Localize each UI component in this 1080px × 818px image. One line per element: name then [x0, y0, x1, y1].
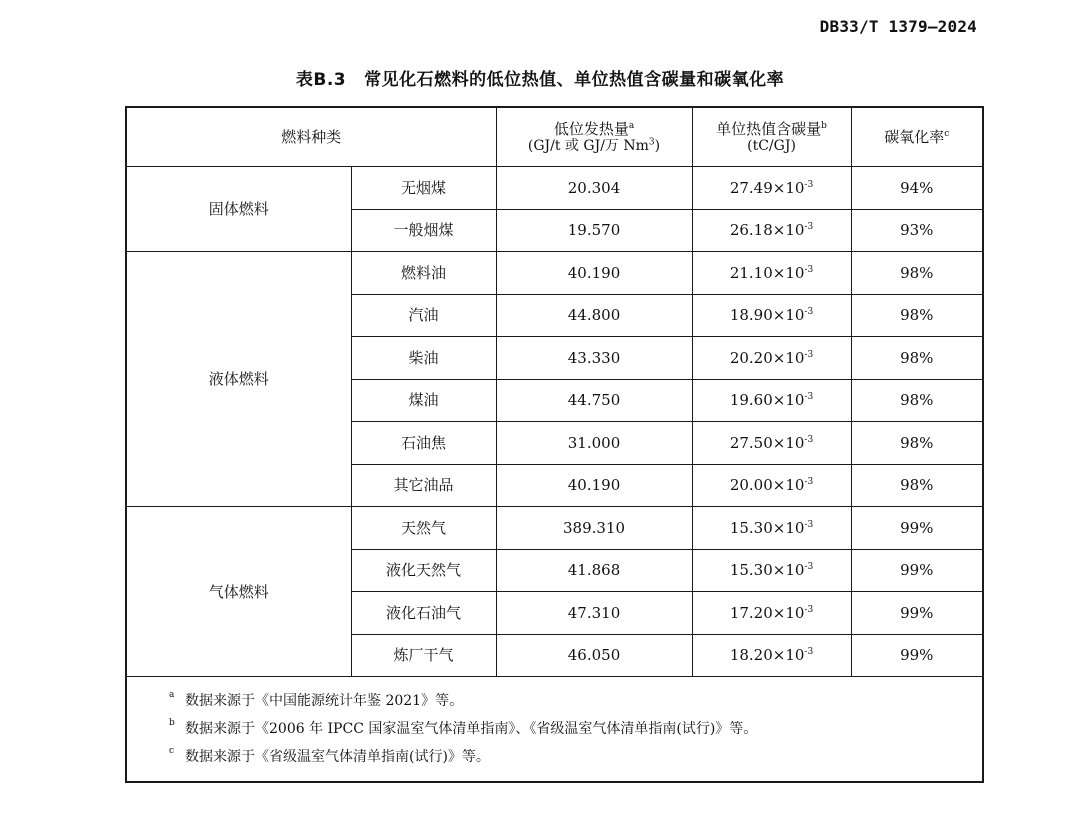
oxidation-rate-cell: 99% — [851, 507, 983, 550]
ncv-cell: 19.570 — [496, 209, 692, 252]
carbon-content-cell — [692, 209, 851, 252]
carbon-content-value: 27.49×10 — [729, 178, 805, 197]
oxidation-rate-cell: 98% — [851, 337, 983, 380]
carbon-content-value: 18.90×10 — [729, 306, 805, 325]
oxidation-rate-cell: 99% — [851, 549, 983, 592]
carbon-content-exponent: -3 — [804, 392, 814, 403]
table-row — [126, 507, 983, 550]
fuel-name-cell: 其它油品 — [351, 464, 496, 507]
ncv-cell: 43.330 — [496, 337, 692, 380]
oxidation-rate-cell: 94% — [851, 167, 983, 210]
carbon-content-value: 19.60×10 — [729, 391, 805, 410]
header-oxidation-rate: 碳氧化率$^c$ — [851, 107, 983, 167]
carbon-content-cell — [692, 252, 851, 295]
fuel-table — [125, 106, 984, 783]
table-title-text: 常见化石燃料的低位热值、单位热值含碳量和碳氧化率 — [364, 70, 785, 90]
carbon-content-cell — [692, 464, 851, 507]
oxidation-rate-cell: 99% — [851, 592, 983, 635]
oxidation-rate-cell: 98% — [851, 422, 983, 465]
carbon-content-exponent: -3 — [804, 562, 814, 573]
carbon-content-exponent: -3 — [804, 647, 814, 658]
carbon-content-value: 21.10×10 — [729, 263, 805, 282]
header-carbon-content: 单位热值含碳量$^b$ (tC/GJ) — [692, 107, 851, 167]
table-row — [126, 167, 983, 210]
fuel-name-cell: 燃料油 — [351, 252, 496, 295]
footnote-text: 数据来源于《中国能源统计年鉴 2021》等。 — [185, 692, 464, 709]
fuel-name-cell: 柴油 — [351, 337, 496, 380]
ncv-cell: 46.050 — [496, 634, 692, 677]
footnote-mark: a — [169, 689, 175, 700]
document-code: DB33/T 1379—2024 — [819, 17, 977, 36]
ncv-cell: 47.310 — [496, 592, 692, 635]
fuel-name-cell: 液化天然气 — [351, 549, 496, 592]
fuel-name-cell: 汽油 — [351, 294, 496, 337]
ncv-cell: 20.304 — [496, 167, 692, 210]
oxidation-rate-cell: 93% — [851, 209, 983, 252]
carbon-content-value: 26.18×10 — [729, 221, 805, 240]
fuel-name-cell: 煤油 — [351, 379, 496, 422]
carbon-content-cell — [692, 379, 851, 422]
carbon-content-cell — [692, 422, 851, 465]
notes-row — [126, 677, 983, 783]
carbon-content-exponent: -3 — [804, 477, 814, 488]
footnote-text: 数据来源于《2006 年 IPCC 国家温室气体清单指南》、《省级温室气体清单指南(试行)》等。 — [185, 720, 758, 737]
footnote — [169, 687, 982, 715]
category-cell: 固体燃料 — [126, 167, 351, 252]
carbon-content-cell — [692, 294, 851, 337]
notes-cell — [126, 677, 983, 783]
carbon-content-value: 15.30×10 — [729, 518, 805, 537]
ncv-cell: 31.000 — [496, 422, 692, 465]
carbon-content-value: 20.00×10 — [729, 476, 805, 495]
carbon-content-exponent: -3 — [804, 434, 814, 445]
carbon-content-exponent: -3 — [804, 264, 814, 275]
category-cell: 液体燃料 — [126, 252, 351, 507]
carbon-content-value: 27.50×10 — [729, 433, 805, 452]
oxidation-rate-cell: 98% — [851, 294, 983, 337]
footnote-text: 数据来源于《省级温室气体清单指南(试行)》等。 — [185, 748, 490, 765]
footnote — [169, 715, 982, 743]
fuel-name-cell: 石油焦 — [351, 422, 496, 465]
carbon-content-cell — [692, 592, 851, 635]
table-row — [126, 252, 983, 295]
carbon-content-value: 15.30×10 — [729, 561, 805, 580]
oxidation-rate-cell: 98% — [851, 464, 983, 507]
carbon-content-cell — [692, 167, 851, 210]
carbon-content-exponent: -3 — [804, 349, 814, 360]
carbon-content-exponent: -3 — [804, 519, 814, 530]
oxidation-rate-cell: 99% — [851, 634, 983, 677]
category-cell: 气体燃料 — [126, 507, 351, 677]
oxidation-rate-cell: 98% — [851, 252, 983, 295]
oxidation-rate-cell: 98% — [851, 379, 983, 422]
carbon-content-exponent: -3 — [804, 222, 814, 233]
header-ncv: 低位发热量$^a$ (GJ/t 或 GJ/万 Nm$^3$) — [496, 107, 692, 167]
ncv-cell: 44.800 — [496, 294, 692, 337]
ncv-cell: 40.190 — [496, 464, 692, 507]
ncv-cell: 44.750 — [496, 379, 692, 422]
carbon-content-cell — [692, 337, 851, 380]
fuel-name-cell: 无烟煤 — [351, 167, 496, 210]
carbon-content-value: 18.20×10 — [729, 646, 805, 665]
fuel-name-cell: 炼厂干气 — [351, 634, 496, 677]
carbon-content-exponent: -3 — [804, 179, 814, 190]
footnote-mark: c — [169, 745, 175, 756]
table-header-row — [126, 107, 983, 167]
footnote-mark: b — [169, 717, 175, 728]
header-fuel-type: 燃料种类 — [126, 107, 496, 167]
table-title — [0, 65, 1080, 90]
ncv-cell: 389.310 — [496, 507, 692, 550]
ncv-cell: 40.190 — [496, 252, 692, 295]
carbon-content-exponent: -3 — [804, 307, 814, 318]
fuel-name-cell: 一般烟煤 — [351, 209, 496, 252]
fuel-name-cell: 液化石油气 — [351, 592, 496, 635]
carbon-content-value: 20.20×10 — [729, 348, 805, 367]
table-label: 表B.3 — [295, 70, 347, 90]
carbon-content-exponent: -3 — [804, 604, 814, 615]
fuel-name-cell: 天然气 — [351, 507, 496, 550]
carbon-content-value: 17.20×10 — [729, 603, 805, 622]
carbon-content-cell — [692, 634, 851, 677]
ncv-cell: 41.868 — [496, 549, 692, 592]
footnote — [169, 743, 982, 771]
carbon-content-cell — [692, 507, 851, 550]
carbon-content-cell — [692, 549, 851, 592]
